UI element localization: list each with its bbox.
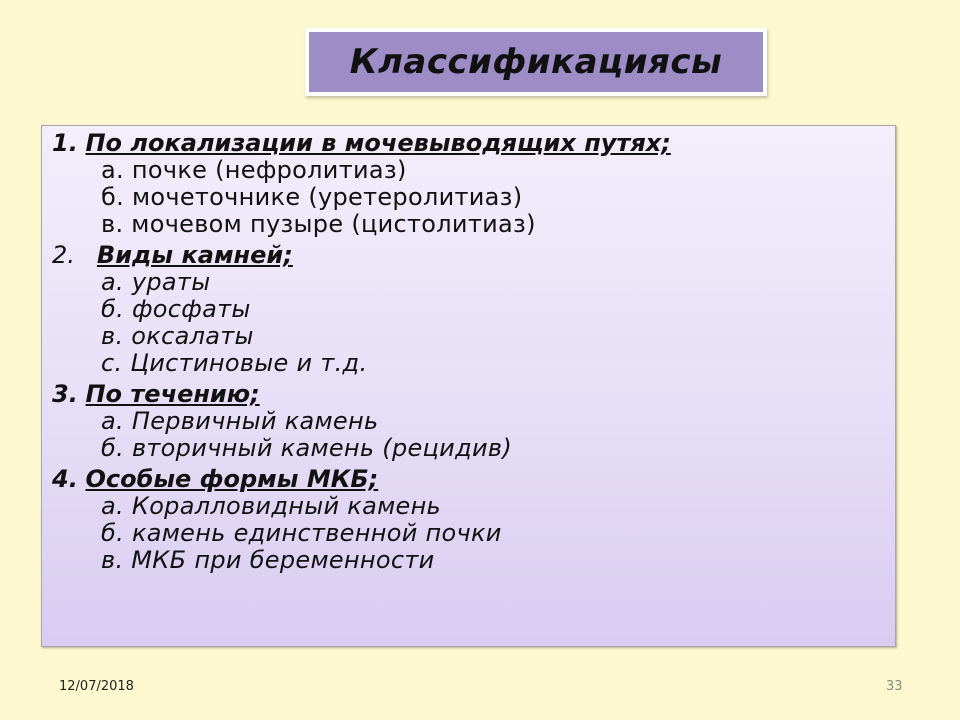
list-item: б. вторичный камень (рецидив) — [101, 434, 512, 462]
section-2 — [52, 242, 885, 377]
list-item: а. почке (нефролитиаз) — [101, 156, 407, 184]
list-item: а. ураты — [101, 268, 211, 296]
footer-date: 12/07/2018 — [59, 679, 134, 694]
section-number: 3. — [52, 380, 78, 408]
list-item: б. камень единственной почки — [101, 519, 502, 547]
list-item: а. Первичный камень — [101, 407, 379, 435]
section-heading — [52, 130, 885, 157]
content-box — [41, 125, 896, 647]
section-title: По течению; — [85, 380, 260, 408]
list-item: с. Цистиновые и т.д. — [101, 349, 368, 377]
section-number: 2. — [52, 241, 75, 269]
section-title: Виды камней; — [96, 241, 293, 269]
section-number: 1. — [52, 129, 78, 157]
list-item: в. оксалаты — [101, 322, 254, 350]
section-title: Особые формы МКБ; — [85, 465, 379, 493]
section-heading — [52, 466, 885, 493]
section-heading — [52, 381, 885, 408]
section-number: 4. — [52, 465, 78, 493]
classification-list — [52, 130, 885, 578]
list-item: в. МКБ при беременности — [101, 546, 435, 574]
list-item: в. мочевом пузыре (цистолитиаз) — [101, 210, 536, 238]
section-heading — [52, 242, 885, 269]
section-title: По локализации в мочевыводящих путях; — [85, 129, 671, 157]
list-item: б. мочеточнике (уретеролитиаз) — [101, 183, 523, 211]
title-banner — [309, 32, 763, 92]
list-item: а. Коралловидный камень — [101, 492, 442, 520]
section-1 — [52, 130, 885, 238]
section-3 — [52, 381, 885, 462]
title-box — [305, 28, 767, 96]
slide-title: Классификациясы — [349, 42, 723, 82]
list-item: б. фосфаты — [101, 295, 251, 323]
section-4 — [52, 466, 885, 574]
page-number: 33 — [886, 679, 903, 694]
